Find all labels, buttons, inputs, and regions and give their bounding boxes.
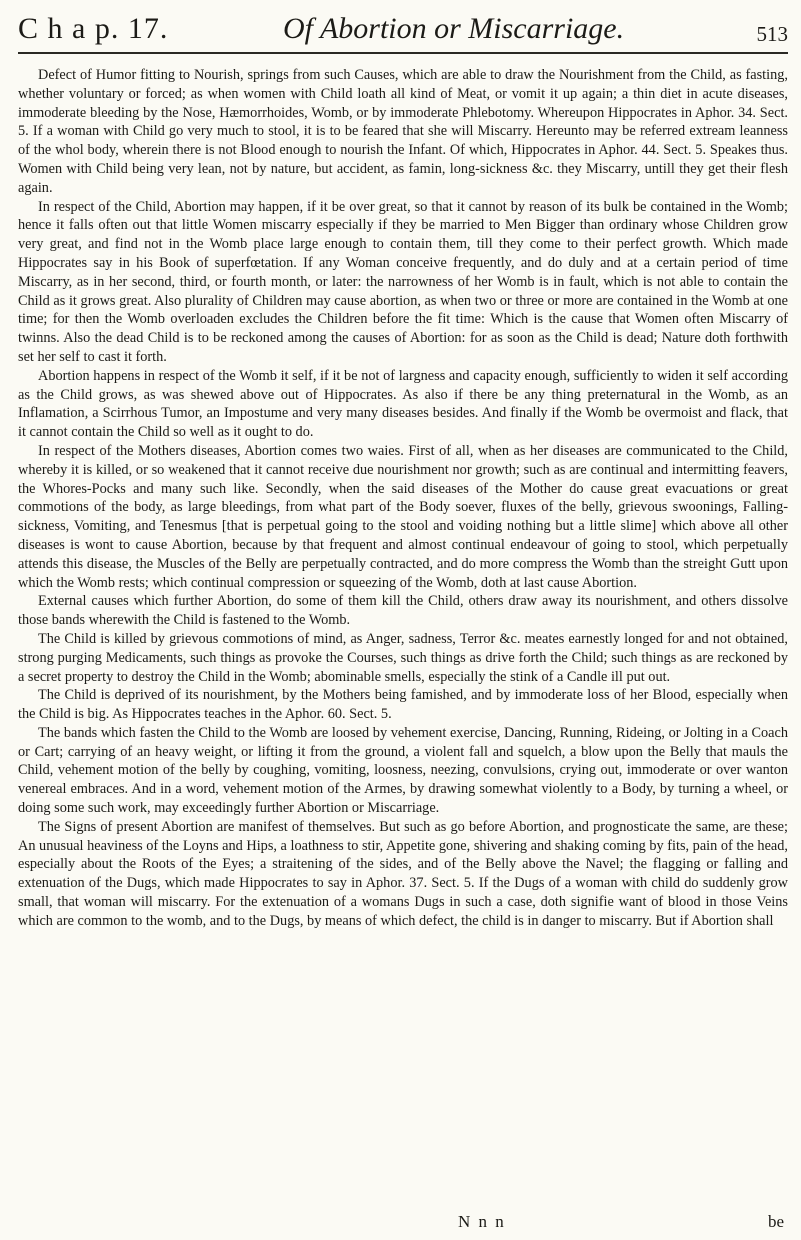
paragraph-defect-of-humor: Defect of Humor fitting to Nourish, springs from such Causes, which are able to draw the Nourishment from the Child, as fasting, whether voluntary or forced; as when women with Child loath all kind of Meat, or vomit it up again; a thin diet in acute diseases, immoderate bleeding by the Nose, Hæmorrhoides, Womb, or by immoderate Phlebotomy. Whereupon Hippocrates in Aphor. 34. Sect. 5. If a woman with Child go very much to stool, it is to be feared that she will Miscarry. Hereunto may be referred extream leanness of the whol body, wherein there is not Blood enough to nourish the Infant. Of which, Hippocrates in Aphor. 44. Sect. 5. Speakes thus. Women with Child being very lean, not by nature, but accident, as famin, long-sickness &c. they Miscarry, untill they get their flesh again. (18, 67, 788, 196)
chapter-label: C h a p. 17. (18, 12, 169, 45)
paragraph-child-killed: The Child is killed by grievous commotions of mind, as Anger, sadness, Terror &c. meates earnestly longed for and not obtained, strong purging Medicaments, such things as provoke the Courses, such things as drive forth the Child; such things as are reckoned by a secret property to destroy the Child in the Womb; abominable smells, especially the stink of a Candle ill put out. (18, 630, 788, 685)
page-body (18, 66, 788, 931)
paragraph-mothers-diseases: In respect of the Mothers diseases, Abortion comes two waies. First of all, when as her diseases are communicated to the Child, whereby it is killed, or so weakened that it cannot receive due nourishment nor growth; such as are continual and intermitting feavers, the Whores-Pocks and many such like. Secondly, when the said diseases of the Mother do cause great evacuations or great commotions of the body, as large bleedings, from what part of the Body soever, fluxes of the belly, grievous swoonings, Falling-sickness, Vomiting, and Tenesmus [that is perpetual going to the stool and voiding nothing but a little slime] which above all other diseases is wont to cause Abortion, because by that frequent and almost continual endeavour of going to stool, which perpetually attends this disease, the Muscles of the Belly are perpetually contracted, and do more compress the Womb than the streight Gutt upon which the Womb rests; which continual compression or squeezing of the Womb, doth at last cause Abortion. (18, 442, 788, 591)
catchword: be (767, 1212, 784, 1231)
running-header (18, 12, 788, 54)
paragraph-bands-loosed: The bands which fasten the Child to the Womb are loosed by vehement exercise, Dancing, Running, Rideing, or Jolting in a Coach or Cart; carrying of an heavy weight, or lifting it from the ground, a violent fall and squelch, a blow upon the Belly that mauls the Child, vehement motion of the belly by coughing, vomiting, loosness, neezing, convulsions, crying out, immoderate or over wanton venereal embraces. And in a word, vehement motion of the Armes, by drawing somewhat violently to a Body, by turning a wheel, or doing some such work, may exceedingly further Abortion or Miscarriage. (18, 724, 788, 817)
running-title: Of Abortion or Miscarriage. (283, 12, 625, 45)
signature-mark: N n n (458, 1212, 506, 1231)
paragraph-respect-of-child: In respect of the Child, Abortion may happen, if it be over great, so that it cannot by reason of its bulk be contained in the Womb; hence it falls often out that little Women miscarry especially if they be married to Men Bigger than ordinary whose Children grow very great, and find not in the Womb place large enough to contain them, till they come to their perfect growth. Which made Hippocrates say in his Book of superfœtation. If any Woman conceive frequently, and do duly and at a certain period of time Miscarry, as in her second, third, or fourth month, or later: the narrowness of her Womb is in fault, which is not able to contain the Child as it grows great. Also plurality of Children may cause abortion, as when two or three or more are contained in the Womb at one time; for then the Womb overloaden excludes the Children before the fit time: Which is the cause that Women often Miscarry of twinns. Also the dead Child is to be reckoned among the causes of Abortion: for as soon as the Child is dead; Nature doth forthwith set her self to cast it forth. (18, 198, 788, 365)
page-footer (18, 1212, 788, 1234)
page-number: 513 (756, 22, 788, 46)
paragraph-child-deprived: The Child is deprived of its nourishment, by the Mothers being famished, and by immoderate loss of her Blood, especially when the Child is big. As Hippocrates teaches in the Aphor. 60. Sect. 5. (18, 687, 788, 723)
paragraph-respect-of-womb: Abortion happens in respect of the Womb it self, if it be not of largness and capacity enough, sufficiently to widen it self according as the Child grows, as was shewed above out of Hippocrates. As also if there be any thing preternatural in the Womb, as an Inflamation, a Scirrhous Tumor, an Impostume and very many diseases besides. And finally if the Womb be overmoist and flack, that it cannot contain the Child so well as it ought to do. (18, 367, 788, 441)
paragraph-signs: The Signs of present Abortion are manifest of themselves. But such as go before Abortion, and prognosticate the same, are these; An unusual heaviness of the Loyns and Hips, a loathness to stir, Appetite gone, shivering and shaking coming by fits, pain of the head, especially about the Roots of the Eyes; a straitening of the sides, and of the Belly above the Navel; the flagging or falling and extenuation of the Dugs, which made Hippocrates to say in Aphor. 37. Sect. 5. If the Dugs of a woman with child do suddenly grow small, that woman will miscarry. For the extenuation of a womans Dugs in such a case, doth signifie want of blood in those Veins which are common to the womb, and to the Dugs, by means of which defect, the child is in danger to miscarry. But if Abortion shall (18, 818, 788, 929)
paragraph-external-causes: External causes which further Abortion, do some of them kill the Child, others draw away its nourishment, and others dissolve those bands wherewith the Child is fastened to the Womb. (18, 593, 788, 629)
